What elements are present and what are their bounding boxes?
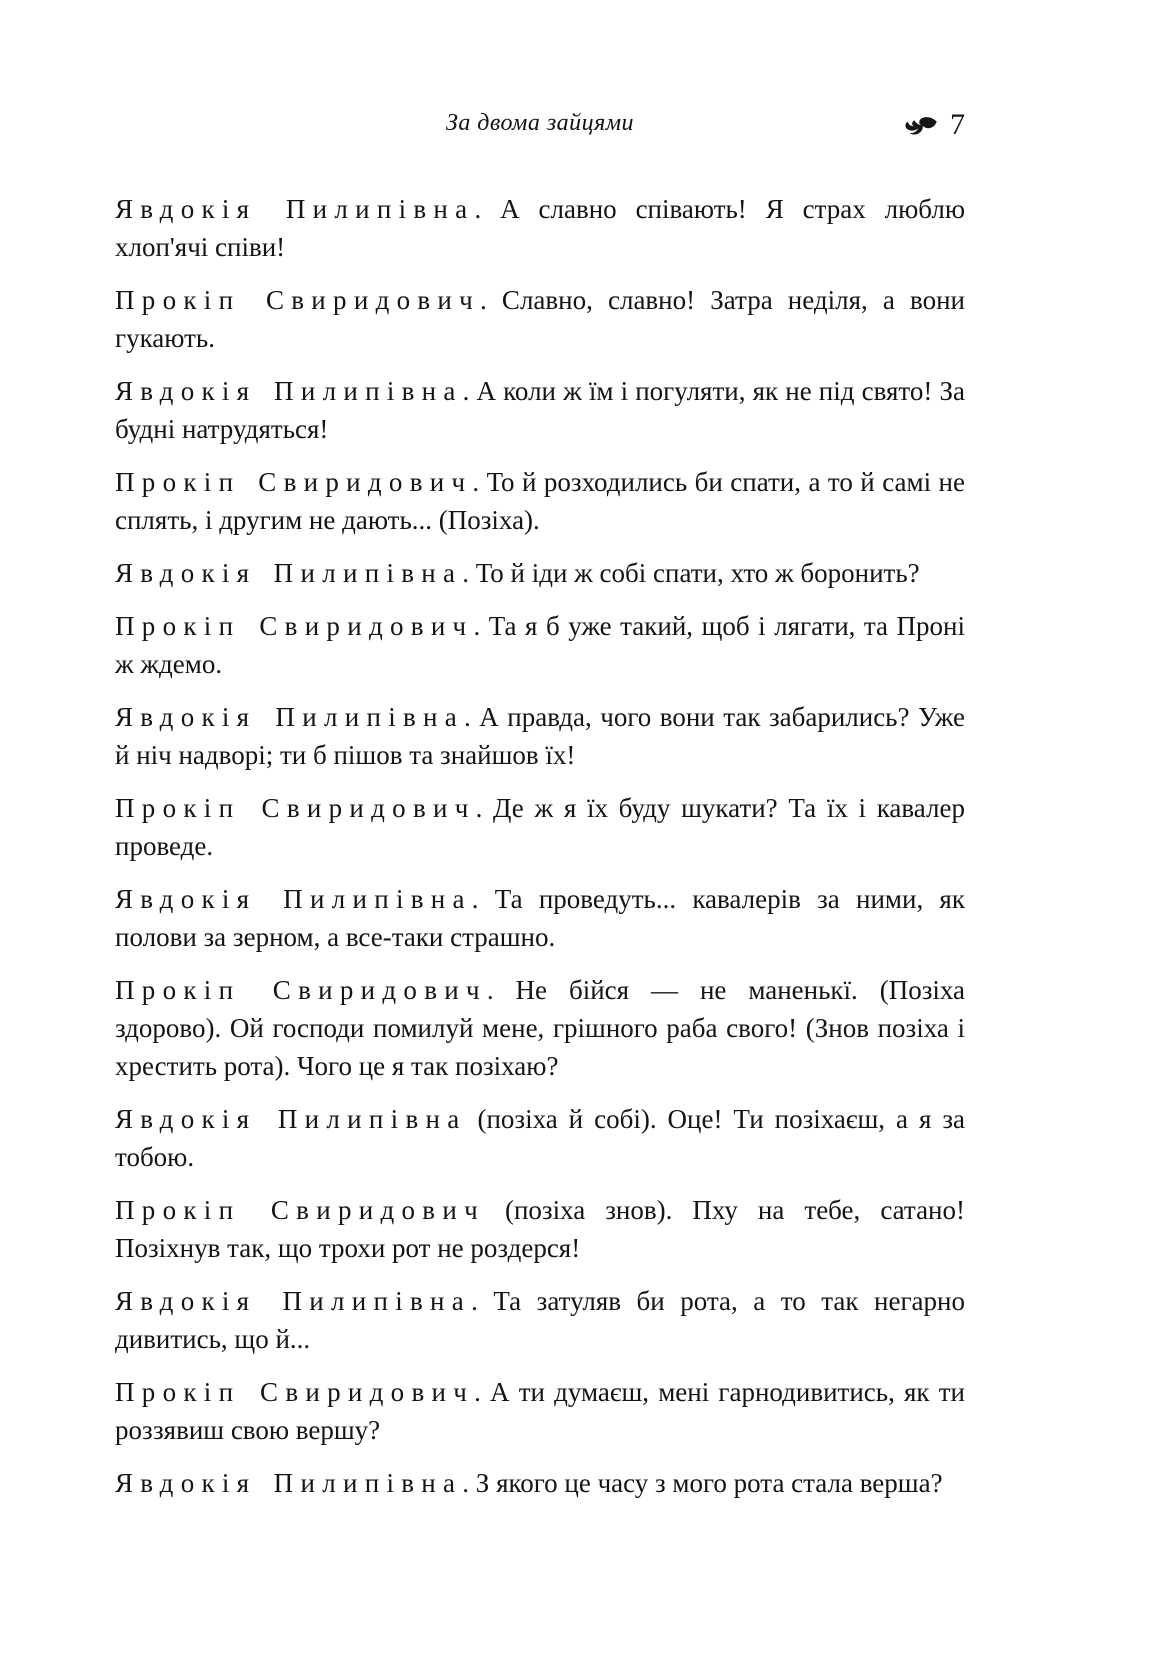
dialogue-paragraph bbox=[115, 698, 965, 774]
speaker-name: Явдокія Пилипівна bbox=[115, 376, 463, 406]
speaker-name: Явдокія Пилипівна bbox=[115, 884, 472, 914]
speech-text: . Не бійся — не маненькї. (Позіха здорово). Ой господи помилуй мене, грішного раба свого! (Знов позіха і хрестить рота). Чого це я так позіхаю? bbox=[115, 975, 965, 1081]
speaker-name: Явдокія Пилипівна bbox=[115, 1468, 463, 1498]
speech-text: . А коли ж їм і погуляти, як не під свято! За будні натрудяться! bbox=[115, 376, 965, 444]
speaker-name: Прокіп Свиридович bbox=[115, 611, 474, 641]
dialogue-paragraph bbox=[115, 281, 965, 357]
dialogue-paragraph bbox=[115, 1373, 965, 1449]
speech-text: . Де ж я їх буду шукати? Та їх і кавалер проведе. bbox=[115, 793, 965, 861]
dialogue-paragraph bbox=[115, 1100, 965, 1176]
header-right-group bbox=[904, 108, 965, 142]
dialogue-paragraph bbox=[115, 1464, 965, 1502]
speech-text: (позіха й собі). Оце! Ти позіхаєш, а я за тобою. bbox=[115, 1104, 965, 1172]
speech-text: . А славно співають! Я страх люблю хлоп'ячі співи! bbox=[115, 194, 965, 262]
fleuron-ornament-icon bbox=[904, 115, 938, 136]
dialogue-paragraph bbox=[115, 372, 965, 448]
speech-text: . З якого це часу з мого рота стала верша? bbox=[462, 1468, 943, 1498]
speaker-name: Прокіп Свиридович bbox=[115, 285, 481, 315]
dialogue-paragraph bbox=[115, 607, 965, 683]
speech-text: (позіха знов). Пху на тебе, сатано! Позіхнув так, що трохи рот не роздерся! bbox=[115, 1195, 965, 1263]
dialogue-paragraph bbox=[115, 971, 965, 1085]
dialogue-text bbox=[115, 190, 965, 1502]
speech-text: . Та проведуть... кавалерів за ними, як полови за зерном, а все-таки страшно. bbox=[115, 884, 965, 952]
dialogue-paragraph bbox=[115, 190, 965, 266]
speech-text: . Та я б уже такий, щоб і лягати, та Проні ж ждемо. bbox=[115, 611, 965, 679]
dialogue-paragraph bbox=[115, 554, 965, 592]
dialogue-paragraph bbox=[115, 789, 965, 865]
speaker-name: Явдокія Пилипівна bbox=[115, 1104, 467, 1134]
speech-text: . Славно, славно! Затра неділя, а вони гукають. bbox=[115, 285, 965, 353]
speaker-name: Прокіп Свиридович bbox=[115, 975, 487, 1005]
dialogue-paragraph bbox=[115, 463, 965, 539]
speaker-name: Явдокія Пилипівна bbox=[115, 1286, 472, 1316]
speaker-name: Явдокія Пилипівна bbox=[115, 558, 463, 588]
speaker-name: Прокіп Свиридович bbox=[115, 1377, 475, 1407]
running-title: За двома зайцями bbox=[445, 110, 635, 136]
speech-text: . То й іди ж собі спати, хто ж боронить? bbox=[462, 558, 920, 588]
page-header bbox=[115, 106, 965, 148]
speaker-name: Явдокія Пилипівна bbox=[115, 702, 465, 732]
speech-text: . А ти думаєш, мені гарнодивитись, як ти роззявиш свою вершу? bbox=[115, 1377, 965, 1445]
speech-text: . Та затуляв би рота, а то так негарно дивитись, що й... bbox=[115, 1286, 965, 1354]
speaker-name: Прокіп Свиридович bbox=[115, 793, 476, 823]
speaker-name: Прокіп Свиридович bbox=[115, 467, 473, 497]
speech-text: . А правда, чого вони так забарились? Уже й ніч надворі; ти б пішов та знайшов їх! bbox=[115, 702, 965, 770]
speaker-name: Явдокія Пилипівна bbox=[115, 194, 475, 224]
dialogue-paragraph bbox=[115, 1191, 965, 1267]
dialogue-paragraph bbox=[115, 880, 965, 956]
speech-text: . То й розходились би спати, а то й самі не сплять, і другим не дають... (Позіха). bbox=[115, 467, 965, 535]
page-number: 7 bbox=[950, 108, 965, 141]
dialogue-paragraph bbox=[115, 1282, 965, 1358]
speaker-name: Прокіп Свиридович bbox=[115, 1195, 485, 1225]
